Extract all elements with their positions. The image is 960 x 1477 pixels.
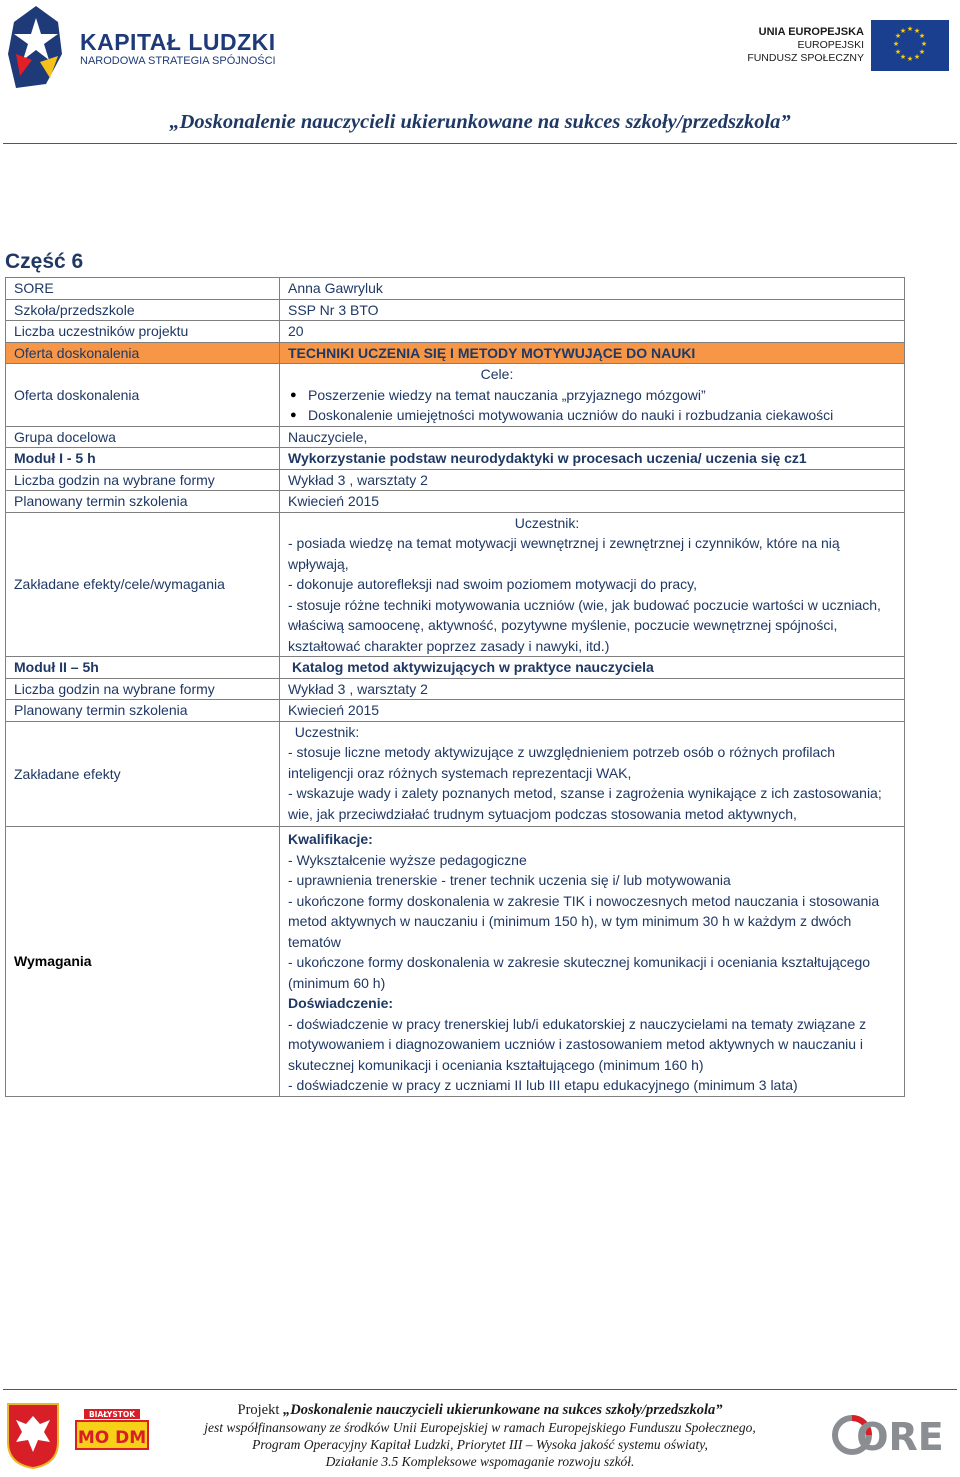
- table-row: [6, 678, 905, 700]
- svg-text:★: ★: [913, 53, 921, 61]
- offer-value: TECHNIKI UCZENIA SIĘ I METODY MOTYWUJĄCE DO NAUKI: [280, 342, 905, 364]
- list-item: - ukończone formy doskonalenia w zakresie skutecznej komunikacji i oceniania kształtującego (minimum 60 h): [288, 954, 871, 991]
- requirements-label: Wymagania: [6, 827, 280, 1097]
- header-divider: [3, 143, 957, 144]
- module-1-effects-label: Zakładane efekty/cele/wymagania: [6, 512, 280, 657]
- svg-text:★: ★: [918, 32, 926, 40]
- module-1-title: Wykorzystanie podstaw neurodydaktyki w procesach uczenia/ uczenia się cz1: [280, 448, 905, 470]
- coat-of-arms-icon: [6, 1402, 60, 1470]
- footer-line-4: Działanie 3.5 Kompleksowe wspomaganie rozwoju szkół.: [325, 1454, 635, 1469]
- list-item: - doświadczenie w pracy trenerskiej lub/i edukatorskiej z nauczycielami na tematy związane z motywowaniem i diagnozowaniem uczniów i zastosowaniem metod aktywnych w nauczaniu i skutecznej komunikacji i oceniania kształtującego (minimum 160 h): [288, 1015, 867, 1073]
- svg-text:★: ★: [920, 40, 928, 48]
- school-label: Szkoła/przedszkole: [6, 299, 280, 321]
- module-2-term-label: Planowany termin szkolenia: [6, 700, 280, 722]
- group-label: Grupa docelowa: [6, 426, 280, 448]
- svg-text:★: ★: [892, 40, 900, 48]
- experience-title: Doświadczenie:: [288, 995, 394, 1011]
- module-1-hours-value: Wykład 3 , warsztaty 2: [280, 469, 905, 491]
- table-row: [6, 299, 905, 321]
- table-row: [6, 426, 905, 448]
- list-item: - posiada wiedzę na temat motywacji wewnętrznej i zewnętrznej i czynników, które na nią wpływają,: [288, 535, 840, 572]
- ore-logo: [832, 1412, 944, 1459]
- module-2-term-value: Kwiecień 2015: [280, 700, 905, 722]
- footer-project-prefix: Projekt: [237, 1402, 280, 1418]
- module-1-hours-label: Liczba godzin na wybrane formy: [6, 469, 280, 491]
- list-item: - dokonuje autorefleksji nad swoim poziomem motywacji do pracy,: [288, 576, 698, 592]
- kl-subtitle: NARODOWA STRATEGIA SPÓJNOŚCI: [80, 55, 276, 67]
- svg-text:★: ★: [894, 48, 902, 56]
- table-row: [6, 278, 905, 300]
- offer-label: Oferta doskonalenia: [6, 342, 280, 364]
- footer-line-2: jest współfinansowany ze środków Unii Europejskiej w ramach Europejskiego Funduszu Społecznego,: [204, 1420, 756, 1435]
- table-row: [6, 827, 905, 1097]
- page-header: [0, 0, 960, 146]
- module-2-effects: [280, 721, 905, 827]
- module-2-title: Katalog metod aktywizujących w praktyce nauczyciela: [280, 657, 905, 679]
- footer-text: [160, 1402, 800, 1470]
- table-row: [6, 512, 905, 657]
- part-title: Część 6: [5, 250, 84, 273]
- kapital-ludzki-text: [80, 30, 276, 68]
- participants-label: Liczba uczestników projektu: [6, 321, 280, 343]
- eu-flag-icon: [871, 20, 949, 71]
- sore-value: Anna Gawryluk: [280, 278, 905, 300]
- ore-logo-text: ORE: [856, 1415, 944, 1459]
- list-item: - Wykształcenie wyższe pedagogiczne: [288, 851, 527, 868]
- svg-text:★: ★: [899, 53, 907, 61]
- module-1-term-value: Kwiecień 2015: [280, 491, 905, 513]
- eu-text: [747, 26, 864, 65]
- kl-title: KAPITAŁ LUDZKI: [80, 29, 276, 55]
- module-2-hours-value: Wykład 3 , warsztaty 2: [280, 678, 905, 700]
- module-2-label: Moduł II – 5h: [6, 657, 280, 679]
- module-2-hours-label: Liczba godzin na wybrane formy: [6, 678, 280, 700]
- eu-line-1: UNIA EUROPEJSKA: [758, 26, 864, 38]
- modm-top-text: BIAŁYSTOK: [88, 1410, 136, 1419]
- participants-value: 20: [280, 321, 905, 343]
- svg-text:★: ★: [899, 27, 907, 35]
- school-value: SSP Nr 3 BTO: [280, 299, 905, 321]
- table-row: [6, 321, 905, 343]
- table-row: [6, 657, 905, 679]
- list-item: ● Poszerzenie wiedzy na temat nauczania „przyjaznego mózgowi”: [308, 385, 896, 406]
- table-row: [6, 469, 905, 491]
- svg-text:★: ★: [906, 55, 914, 63]
- document-title: „Doskonalenie nauczycieli ukierunkowane na sukces szkoły/przedszkola”: [169, 111, 791, 133]
- footer-project-line: [160, 1402, 800, 1419]
- qualifications-title: Kwalifikacje:: [288, 831, 373, 847]
- goals-title: Cele:: [480, 366, 514, 382]
- sore-label: SORE: [6, 278, 280, 300]
- course-table: [5, 277, 905, 1097]
- module-1-effects: [280, 512, 905, 657]
- table-row: [6, 491, 905, 513]
- svg-text:★: ★: [906, 25, 914, 33]
- table-row: [6, 342, 905, 364]
- footer-line-3: Program Operacyjny Kapitał Ludzki, Priorytet III – Wysoka jakość systemu oświaty,: [252, 1437, 708, 1452]
- table-row: [6, 448, 905, 470]
- table-row: [6, 700, 905, 722]
- module-2-effects-label: Zakładane efekty: [6, 721, 280, 827]
- kapital-ludzki-logo: [6, 4, 66, 90]
- requirements-cell: [280, 827, 905, 1097]
- list-item: - stosuje liczne metody aktywizujące z uwzględnieniem potrzeb osób o różnych profilach inteligencji oraz różnych systemach reprezentacji WAK,: [288, 744, 836, 781]
- goals-list: [288, 385, 896, 426]
- modm-logo-text: MO DM: [77, 1428, 147, 1448]
- footer-divider: [3, 1389, 957, 1390]
- svg-text:★: ★: [918, 48, 926, 56]
- table-row: [6, 721, 905, 827]
- list-item: - stosuje różne techniki motywowania uczniów (wie, jak budować poczucie wartości w uczniach, właściwą samoocenę, aktywność, pozytywne myślenie, poczucie wewnętrznej spójności, kształtować charakter poprzez zasady i nawyki, itd.): [288, 596, 881, 654]
- eu-line-3: FUNDUSZ SPOŁECZNY: [747, 52, 864, 64]
- goals-cell: [280, 364, 905, 427]
- list-item: - doświadczenie w pracy z uczniami II lub III etapu edukacyjnego (minimum 3 lata): [288, 1077, 798, 1093]
- eu-line-2: EUROPEJSKI: [797, 39, 864, 51]
- list-item: - ukończone formy doskonalenia w zakresie TIK i nowoczesnych metod nauczania i stosowania metod aktywnych w nauczaniu i (minimum 150 h), w tym minimum 30 h w każdym z dwóch tematów: [288, 892, 880, 950]
- modm-logo: [74, 1405, 150, 1457]
- footer-project-title: „Doskonalenie nauczycieli ukierunkowane na sukces szkoły/przedszkola”: [283, 1402, 723, 1418]
- svg-text:★: ★: [913, 27, 921, 35]
- offer-goals-label: Oferta doskonalenia: [6, 364, 280, 427]
- table-row: [6, 364, 905, 427]
- svg-text:★: ★: [894, 32, 902, 40]
- list-item: - uprawnienia trenerskie - trener technik uczenia się i/ lub motywowania: [288, 872, 731, 888]
- list-item: - wskazuje wady i zalety poznanych metod, szanse i zagrożenia wynikające z ich zastosowania; wie, jak przeciwdziałać trudnym sytuacjom podczas stosowania metod aktywnych,: [288, 785, 882, 822]
- list-item: ● Doskonalenie umiejętności motywowania uczniów do nauki i rozbudzania ciekawości: [308, 405, 896, 426]
- module-1-label: Moduł I - 5 h: [6, 448, 280, 470]
- module-1-term-label: Planowany termin szkolenia: [6, 491, 280, 513]
- group-value: Nauczyciele,: [280, 426, 905, 448]
- participant-title: Uczestnik:: [514, 514, 580, 531]
- participant-title: Uczestnik:: [294, 723, 360, 740]
